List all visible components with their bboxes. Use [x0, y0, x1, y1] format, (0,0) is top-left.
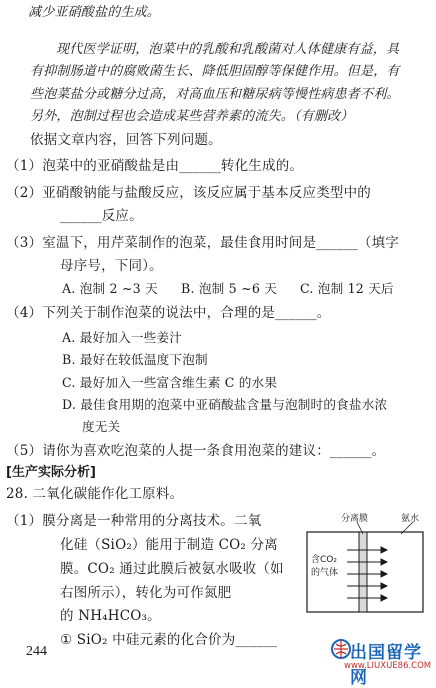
question-3-option-a: A. 泡制 2 ~3 天: [62, 281, 158, 296]
question-28-1-line-2: 化硅（SiO₂）能用于制造 CO₂ 分离: [60, 537, 278, 553]
membrane-label: 分离膜: [341, 514, 369, 524]
instruction-text: 依据文章内容，回答下列问题。: [30, 132, 222, 148]
question-3-option-c: C. 泡制 12 天后: [300, 281, 394, 296]
question-3-option-b: B. 泡制 5 ~6 天: [181, 281, 278, 296]
question-3-line-1: （3）室温下，用芹菜制作的泡菜，最佳食用时间是______（填字: [6, 235, 399, 251]
question-4-option-d-line-2: 度无关: [82, 419, 121, 434]
question-28-1-line-4: 右图所示），转化为可作氮肥: [60, 585, 232, 601]
passage-line-4: 些泡菜盐分或糖分过高，对高血压和糖尿病等慢性病患者不利。: [30, 87, 400, 102]
question-5: （5）请你为喜欢吃泡菜的人提一条食用泡菜的建议：______。: [6, 443, 386, 459]
question-2-line-2: ______反应。: [60, 208, 143, 224]
globe-icon: [330, 638, 352, 660]
gas-label-line-1: 含CO₂: [311, 555, 337, 565]
passage-line-5: 另外，泡制过程也会造成某些营养素的流失。（有删改）: [30, 109, 354, 124]
ammonia-label: 氨水: [401, 514, 420, 524]
passage-line-2: 现代医学证明，泡菜中的乳酸和乳酸菌对人体健康有益，具: [56, 42, 400, 57]
gas-label-line-2: 的气体: [311, 568, 339, 578]
question-4-option-b: B. 最好在较低温度下泡制: [62, 352, 208, 367]
question-3-line-2: 母序号，下同）。: [60, 258, 163, 274]
watermark-url: www.LIUXUE86.COM: [344, 661, 432, 671]
page-number: 244: [26, 644, 47, 659]
question-4: （4）下列关于制作泡菜的说法中，合理的是______。: [6, 305, 331, 321]
question-28: 28. 二氧化碳能作化工原料。: [6, 486, 184, 502]
passage-line-3: 有抑制肠道中的腐败菌生长、降低胆固醇等保健作用。但是，有: [30, 64, 400, 79]
watermark-brand: 出国留学网: [350, 643, 422, 688]
question-28-1-line-5: 的 NH₄HCO₃。: [60, 608, 161, 624]
separation-membrane: [359, 532, 367, 612]
passage-line-1: 减少亚硝酸盐的生成。: [28, 5, 161, 20]
question-2-line-1: （2）亚硝酸钠能与盐酸反应，该反应属于基本反应类型中的: [6, 185, 371, 201]
question-28-1-line-6: ① SiO₂ 中硅元素的化合价为______: [60, 632, 278, 648]
watermark-logo: [330, 636, 434, 688]
membrane-separation-diagram: [301, 512, 429, 616]
question-1: （1）泡菜中的亚硝酸盐是由______转化生成的。: [6, 158, 304, 174]
question-4-option-c: C. 最好加入一些富含维生素 C 的水果: [62, 375, 278, 390]
question-4-option-d-line-1: D. 最佳食用期的泡菜中亚硝酸盐含量与泡制时的食盐水浓: [62, 397, 388, 412]
question-28-1-line-1: （1）膜分离是一种常用的分离技术。二氧: [6, 513, 262, 529]
question-4-option-a: A. 最好加入一些姜汁: [62, 330, 183, 345]
section-title: [生产实际分析]: [6, 465, 96, 480]
question-28-1-line-3: 膜。CO₂ 通过此膜后被氨水吸收（如: [60, 561, 284, 577]
